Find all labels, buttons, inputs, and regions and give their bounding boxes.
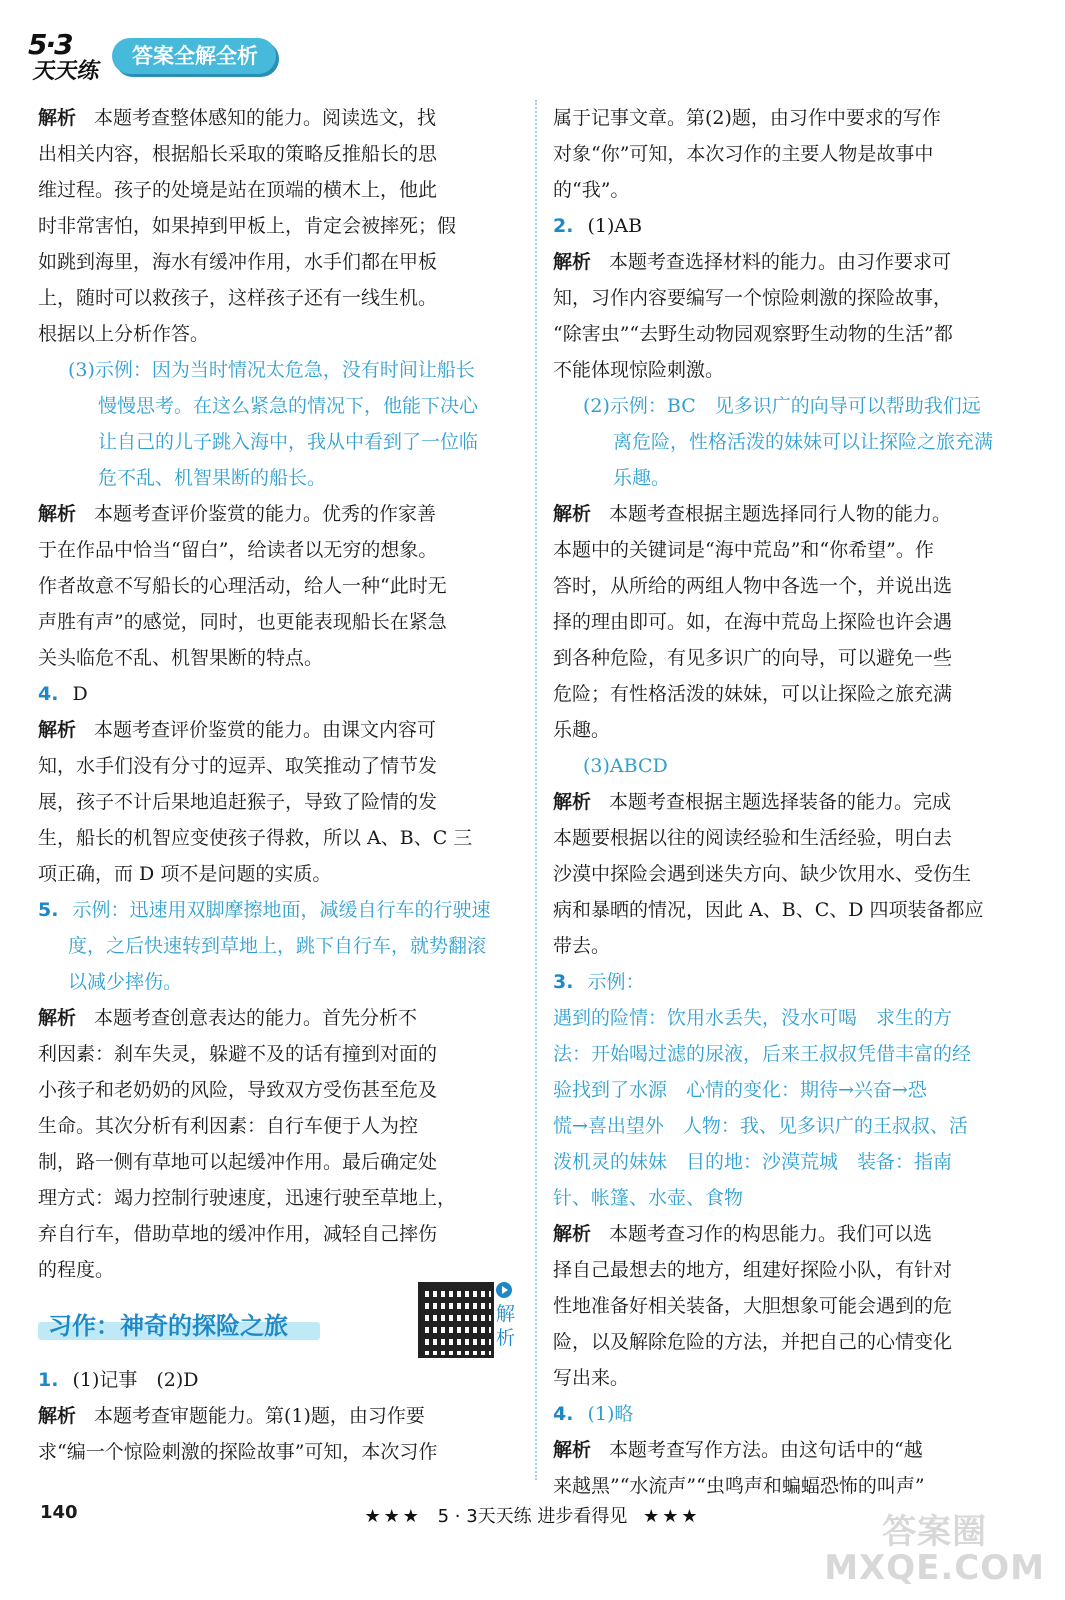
qr-label[interactable] — [496, 1282, 518, 1350]
text-line: 作者故意不写船长的心理活动，给人一种“此时无 — [38, 575, 447, 597]
text-line: 知，水手们没有分寸的逗弄、取笑推动了情节发 — [38, 755, 438, 777]
text-line — [38, 1362, 516, 1398]
analysis-label: 解析 — [553, 251, 592, 273]
text-line: 对象“你”可知，本次习作的主要人物是故事中 — [553, 143, 934, 165]
left-after-lines — [38, 1362, 516, 1470]
text-line: 以减少摔伤。 — [68, 971, 183, 993]
analysis-label: 解析 — [553, 1439, 592, 1461]
text-line: 制，路一侧有草地可以起缓冲作用。最后确定处 — [38, 1151, 438, 1173]
text-line: (2)示例：BC 见多识广的向导可以帮助我们远 — [583, 395, 981, 417]
line-text: 本题考查选择材料的能力。由习作要求可 — [609, 251, 952, 273]
line-text: 本题考查评价鉴赏的能力。优秀的作家善 — [94, 503, 437, 525]
text-line: 时非常害怕，如果掉到甲板上，肯定会被摔死；假 — [38, 215, 457, 237]
text-line — [38, 676, 516, 712]
footer-text: 5 · 3天天练 进步看得见 — [437, 1506, 628, 1527]
text-line — [553, 1432, 1031, 1468]
column-divider — [535, 100, 537, 1480]
text-line: 择的理由即可。如，在海中荒岛上探险也许会遇 — [553, 611, 953, 633]
text-line: (3)示例：因为当时情况太危急，没有时间让船长 — [68, 359, 475, 381]
analysis-label: 解析 — [553, 503, 592, 525]
analysis-label: 解析 — [38, 1007, 77, 1029]
question-number: 2. — [553, 215, 574, 237]
answer-text: D — [72, 683, 88, 705]
text-line: 险，以及解除危险的方法，并把自己的心情变化 — [553, 1331, 953, 1353]
answer-text: 示例：迅速用双脚摩擦地面，减缓自行车的行驶速 — [72, 899, 491, 921]
logo — [28, 28, 102, 82]
question-number: 3. — [553, 971, 574, 993]
analysis-label: 解析 — [38, 503, 77, 525]
line-text: 本题考查根据主题选择装备的能力。完成 — [609, 791, 952, 813]
text-line: 病和暴晒的情况，因此 A、B、C、D 四项装备都应 — [553, 899, 984, 921]
text-line — [553, 964, 1031, 1000]
question-number: 4. — [553, 1403, 574, 1425]
text-line: 到各种危险，有见多识广的向导，可以避免一些 — [553, 647, 953, 669]
logo-top: 5·3 — [28, 28, 72, 61]
text-line: 针、帐篷、水壶、食物 — [553, 1187, 744, 1209]
logo-bottom: 天天练 — [31, 59, 102, 84]
analysis-label: 解析 — [38, 1405, 77, 1427]
watermark-line1: 答案圈 — [882, 1512, 988, 1552]
text-line: 带去。 — [553, 935, 611, 957]
text-line: 答时，从所给的两组人物中各选一个，并说出选 — [553, 575, 953, 597]
text-line: 的程度。 — [38, 1259, 115, 1281]
text-line — [38, 712, 516, 748]
line-text: 本题考查习作的构思能力。我们可以选 — [609, 1223, 933, 1245]
answer-text: (1)记事 (2)D — [72, 1369, 199, 1391]
text-line: 本题中的关键词是“海中荒岛”和“你希望”。作 — [553, 539, 934, 561]
text-line: 离危险，性格活泼的妹妹可以让探险之旅充满 — [613, 431, 994, 453]
footer-stars-left: ★★★ — [364, 1506, 422, 1527]
text-line: 写出来。 — [553, 1367, 630, 1389]
footer-stars-right: ★★★ — [643, 1506, 701, 1527]
line-text: 本题考查审题能力。第(1)题，由习作要 — [94, 1405, 425, 1427]
text-line: 如跳到海里，海水有缓冲作用，水手们都在甲板 — [38, 251, 438, 273]
text-line: 验找到了水源 心情的变化：期待→兴奋→恐 — [553, 1079, 927, 1101]
text-line: 关头临危不乱、机智果断的特点。 — [38, 647, 324, 669]
text-line: 择自己最想去的地方，组建好探险小队，有针对 — [553, 1259, 953, 1281]
text-line — [38, 496, 516, 532]
line-text: 本题考查写作方法。由这句话中的“越 — [609, 1439, 923, 1461]
text-line: 项正确，而 D 项不是问题的实质。 — [38, 863, 332, 885]
line-text: 本题考查评价鉴赏的能力。由课文内容可 — [94, 719, 437, 741]
text-line: 本题要根据以往的阅读经验和生活经验，明白去 — [553, 827, 953, 849]
text-line — [38, 892, 516, 928]
text-line: 危险；有性格活泼的妹妹，可以让探险之旅充满 — [553, 683, 953, 705]
header-badge: 答案全解全析 — [112, 38, 276, 74]
question-number: 4. — [38, 683, 59, 705]
text-line: 不能体现惊险刺激。 — [553, 359, 725, 381]
right-lines — [553, 100, 1031, 1504]
text-line: 乐趣。 — [553, 719, 611, 741]
text-line: 知，习作内容要编写一个惊险刺激的探险故事， — [553, 287, 953, 309]
text-line: 利因素：刹车失灵，躲避不及的话有撞到对面的 — [38, 1043, 438, 1065]
text-line: 沙漠中探险会遇到迷失方向、缺少饮用水、受伤生 — [553, 863, 972, 885]
text-line: 根据以上分析作答。 — [38, 323, 210, 345]
right-column — [553, 100, 1031, 1504]
qr-code-icon[interactable] — [418, 1282, 494, 1358]
text-line: “除害虫”“去野生动物园观察野生动物的生活”都 — [553, 323, 953, 345]
text-line: 出相关内容，根据船长采取的策略反推船长的思 — [38, 143, 438, 165]
text-line: 慢慢思考。在这么紧急的情况下，他能下决心 — [98, 395, 479, 417]
section-header — [38, 1292, 516, 1362]
analysis-label: 解析 — [553, 791, 592, 813]
line-text: 本题考查根据主题选择同行人物的能力。 — [609, 503, 952, 525]
text-line — [553, 1216, 1031, 1252]
text-line — [38, 1000, 516, 1036]
text-line: 于在作品中恰当“留白”，给读者以无穷的想象。 — [38, 539, 438, 561]
left-column — [38, 100, 516, 1470]
text-line: 性地准备好相关装备，大胆想象可能会遇到的危 — [553, 1295, 953, 1317]
text-line — [553, 784, 1031, 820]
text-line: 生，船长的机智应变使孩子得救，所以 A、B、C 三 — [38, 827, 473, 849]
line-text: 本题考查创意表达的能力。首先分析不 — [94, 1007, 418, 1029]
text-line: 乐趣。 — [613, 467, 671, 489]
analysis-label: 解析 — [38, 107, 77, 129]
play-icon — [496, 1282, 512, 1298]
question-number: 1. — [38, 1369, 59, 1391]
text-line: 来越黑”“水流声”“虫鸣声和蝙蝠恐怖的叫声” — [553, 1475, 925, 1497]
text-line: 求“编一个惊险刺激的探险故事”可知，本次习作 — [38, 1441, 438, 1463]
text-line: 弃自行车，借助草地的缓冲作用，减轻自己摔伤 — [38, 1223, 438, 1245]
text-line — [553, 496, 1031, 532]
text-line: 的“我”。 — [553, 179, 630, 201]
analysis-label: 解析 — [38, 719, 77, 741]
text-line: 法：开始喝过滤的尿液，后来王叔叔凭借丰富的经 — [553, 1043, 972, 1065]
qr-label-text: 解析 — [496, 1303, 516, 1349]
page-number: 140 — [40, 1502, 78, 1523]
text-line: 上，随时可以救孩子，这样孩子还有一线生机。 — [38, 287, 438, 309]
watermark-line2: MXQE.COM — [824, 1548, 1045, 1588]
question-number: 5. — [38, 899, 59, 921]
text-line: 声胜有声”的感觉，同时，也更能表现船长在紧急 — [38, 611, 447, 633]
text-line — [38, 1398, 516, 1434]
text-line: 慌→喜出望外 人物：我、见多识广的王叔叔、活 — [553, 1115, 968, 1137]
section-title: 习作：神奇的探险之旅 — [48, 1312, 288, 1340]
text-line — [38, 100, 516, 136]
text-line: 生命。其次分析有利因素：自行车便于人为控 — [38, 1115, 419, 1137]
text-line: 展，孩子不计后果地追赶猴子，导致了险情的发 — [38, 791, 438, 813]
left-lines — [38, 100, 516, 1288]
answer-text: 示例： — [587, 971, 645, 993]
text-line: 度，之后快速转到草地上，跳下自行车，就势翻滚 — [68, 935, 487, 957]
page-header — [28, 26, 328, 86]
text-line — [553, 244, 1031, 280]
analysis-label: 解析 — [553, 1223, 592, 1245]
text-line: 遇到的险情：饮用水丢失，没水可喝 求生的方 — [553, 1007, 953, 1029]
text-line: 小孩子和老奶奶的风险，导致双方受伤甚至危及 — [38, 1079, 438, 1101]
line-text: 本题考查整体感知的能力。阅读选文，找 — [94, 107, 437, 129]
text-line: 泼机灵的妹妹 目的地：沙漠荒城 装备：指南 — [553, 1151, 953, 1173]
answer-text: (1)AB — [587, 215, 643, 237]
text-line: 理方式：竭力控制行驶速度，迅速行驶至草地上， — [38, 1187, 457, 1209]
text-line — [553, 1396, 1031, 1432]
text-line: 维过程。孩子的处境是站在顶端的横木上，他此 — [38, 179, 438, 201]
text-line: (3)ABCD — [583, 755, 668, 777]
text-line: 危不乱、机智果断的船长。 — [98, 467, 327, 489]
text-line: 让自己的儿子跳入海中，我从中看到了一位临 — [98, 431, 479, 453]
answer-text: (1)略 — [587, 1403, 634, 1425]
text-line: 属于记事文章。第(2)题，由习作中要求的写作 — [553, 107, 941, 129]
watermark — [824, 1514, 1045, 1586]
text-line — [553, 208, 1031, 244]
